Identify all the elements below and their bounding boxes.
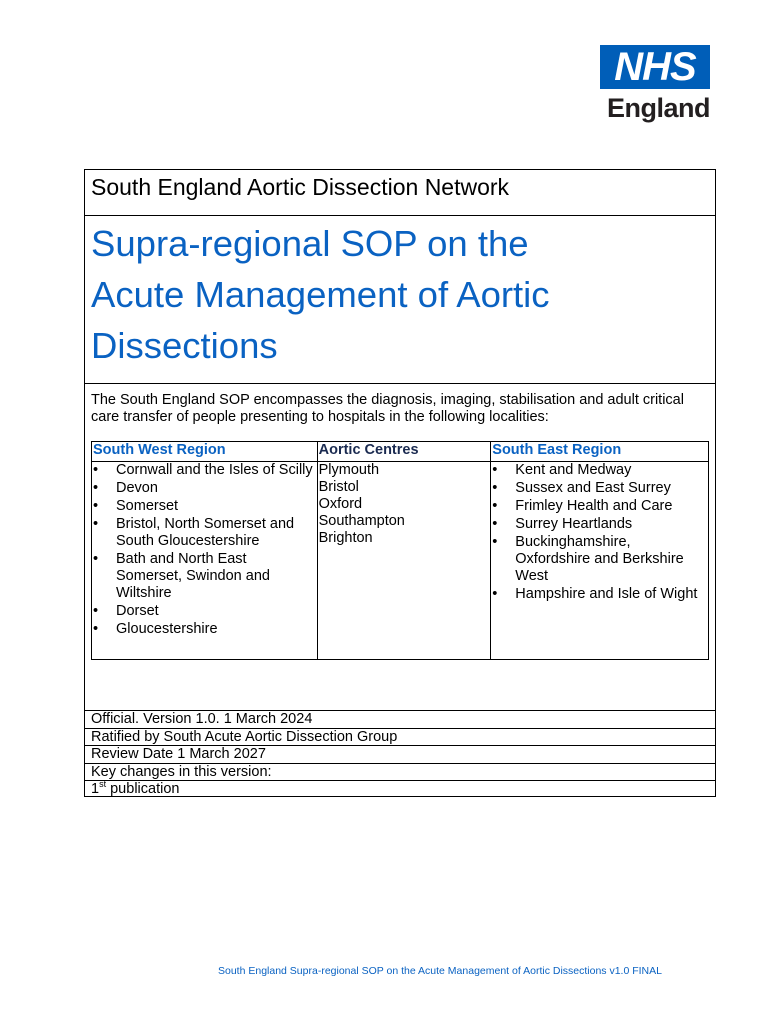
- intro-section: [85, 384, 715, 710]
- publication-number: 1: [91, 781, 100, 797]
- south-east-cell: [491, 462, 709, 660]
- centre-item: Bristol: [318, 479, 359, 495]
- list-item: • Buckinghamshire, Oxfordshire and Berkshire West: [492, 534, 707, 585]
- list-item: • Sussex and East Surrey: [492, 480, 707, 497]
- south-west-cell: [92, 462, 318, 660]
- title-line: Dissections: [91, 325, 278, 366]
- version-line: Official. Version 1.0. 1 March 2024: [85, 710, 715, 728]
- publication-line: [85, 780, 715, 798]
- south-east-list: [492, 462, 707, 603]
- document-title: [85, 216, 715, 384]
- list-item: • Dorset: [93, 603, 316, 620]
- centre-item: Southampton: [318, 513, 405, 529]
- review-date-line: Review Date 1 March 2027: [85, 745, 715, 763]
- list-item: • Kent and Medway: [492, 462, 707, 479]
- title-line: Supra-regional SOP on the: [91, 223, 529, 264]
- south-west-list: [93, 462, 316, 638]
- list-item: • Cornwall and the Isles of Scilly: [93, 462, 316, 479]
- centre-item: Plymouth: [318, 462, 380, 478]
- title-line: Acute Management of Aortic: [91, 274, 550, 315]
- publication-text: publication: [106, 781, 180, 797]
- intro-text: The South England SOP encompasses the diagnosis, imaging, stabilisation and adult critical care transfer of people presenting to hospitals in the following localities:: [91, 392, 684, 425]
- aortic-centres-cell: [317, 462, 491, 660]
- centre-item: Brighton: [318, 530, 373, 546]
- nhs-logo-box: [600, 45, 710, 89]
- list-item: • Bristol, North Somerset and South Gloucestershire: [93, 516, 316, 550]
- ratified-line: Ratified by South Acute Aortic Dissection Group: [85, 728, 715, 746]
- publication-ordinal: st: [99, 779, 107, 790]
- list-item: • Somerset: [93, 498, 316, 515]
- south-west-header: South West Region: [92, 442, 318, 462]
- centre-item: Oxford: [318, 496, 363, 512]
- regions-table: [91, 441, 709, 660]
- key-changes-label: Key changes in this version:: [85, 763, 715, 781]
- nhs-logo-text: NHS: [614, 45, 696, 89]
- list-item: • Hampshire and Isle of Wight: [492, 586, 707, 603]
- network-name: South England Aortic Dissection Network: [85, 170, 715, 216]
- nhs-england-logo: [596, 45, 710, 124]
- aortic-centres-header: Aortic Centres: [317, 442, 491, 462]
- logo-region-text: England: [607, 93, 710, 123]
- page-footer: South England Supra-regional SOP on the Acute Management of Aortic Dissections v1.0 FINAL: [218, 965, 662, 977]
- list-item: • Devon: [93, 480, 316, 497]
- list-item: • Frimley Health and Care: [492, 498, 707, 515]
- cover-frame: [84, 169, 716, 797]
- list-item: • Surrey Heartlands: [492, 516, 707, 533]
- list-item: • Gloucestershire: [93, 621, 316, 638]
- list-item: • Bath and North East Somerset, Swindon and Wiltshire: [93, 551, 316, 602]
- south-east-header: South East Region: [491, 442, 709, 462]
